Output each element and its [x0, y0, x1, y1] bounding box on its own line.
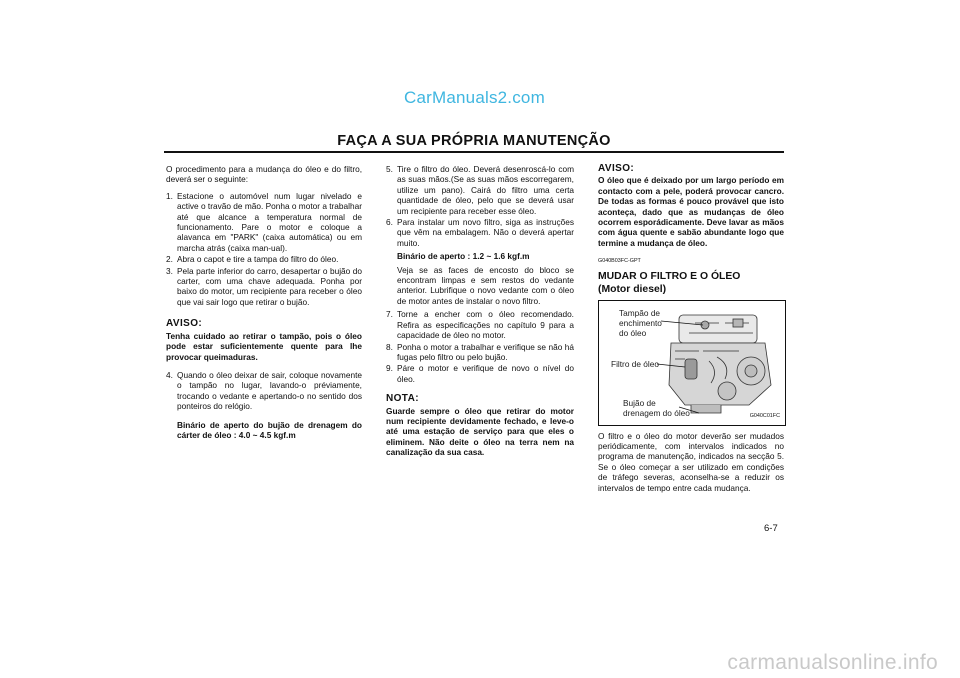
filter-torque-spec: Binário de aperto : 1.2 ~ 1.6 kgf.m: [397, 251, 530, 262]
label-drain-plug: Bujão de drenagem do óleo: [623, 397, 690, 418]
drain-torque-spec: Binário de aperto do bujão de drenagem do cárter de óleo : 4.0 ~ 4.5 kgf.m: [177, 419, 362, 440]
list-item: 7. Torne a encher com o óleo recomendado. Refira as especificações no capítulo 9 para a capacidade de óleo no motor.: [386, 309, 574, 341]
section-title-line-2: (Motor diesel): [598, 283, 667, 295]
title-rule: [164, 151, 784, 153]
section-title-line-1: MUDAR O FILTRO E O ÓLEO: [598, 270, 741, 282]
list-item: 1. Estacione o automóvel num lugar nivelado e active o travão de mão. Ponha o motor a trabalhar até que alcance a temperatura normal de funcionamento. Pare o motor e coloque a alavanca em "PARK" (caixa automática) ou em marcha atrás (caixa man-ual).: [166, 190, 362, 253]
page-number: 6-7: [764, 523, 778, 534]
list-item: 3. Pela parte inferior do carro, desapertar o bujão do carter, com uma chave adequada. Ponha por baixo do motor, um recipiente para receber o óleo que vai sair logo que retirar o bujão.: [166, 265, 362, 307]
list-item: 2. Abra o capot e tire a tampa do filtro do óleo.: [166, 254, 339, 265]
column-left: [166, 164, 362, 443]
figure-code: G040C01FC: [749, 413, 780, 420]
list-item: 8. Ponha o motor a trabalhar e verifique se não há fugas pelo filtro ou pelo bujão.: [386, 341, 574, 362]
warning-text-2: O óleo que é deixado por um largo período em contacto com a pele, poderá provocar cancro. De todas as formas é pouco provável que isto aconteça, dado que as mudanças de óleo ocorrem esporádicamente. Deve lavar as mãos com água quente e sabão abundante logo que termine a mudança de óleo.: [598, 175, 784, 248]
warning-text: Tenha cuidado ao retirar o tampão, pois o óleo pode estar suficientemente quente para lhe provocar queimaduras.: [166, 330, 362, 362]
column-middle: [386, 164, 574, 466]
list-item: 5. Tire o filtro do óleo. Deverá desenroscá-lo com as suas mãos.(Se as suas mãos escorregarem, utilize um pano). Cairá do filtro uma certa quantidade de óleo, pelo que se deverá usar um recipiente para receber esse óleo.: [386, 164, 574, 216]
closing-text: O filtro e o óleo do motor deverão ser mudados periódicamente, com intervalos indicados no programa de manutenção, indicados na secção 5. Se o óleo começar a ser utilizado em condições de tráfego severas, aconselha-se a reduzir os intervalos de tempo entre cada mudança.: [598, 430, 784, 493]
section-code: G040B03FC-GPT: [598, 258, 641, 265]
steps-list-a: [166, 191, 362, 307]
page-title: FAÇA A SUA PRÓPRIA MANUTENÇÃO: [337, 133, 611, 149]
list-item: 4. Quando o óleo deixar de sair, coloque novamente o tampão no lugar, lavando-o préviamente, trocando o vedante e apertando-o no sentido dos ponteiros do relógio.: [166, 369, 362, 412]
steps-list-c: [386, 309, 574, 384]
list-item: 6. Para instalar um novo filtro, siga as instruções que vêm na embalagem. Não o deverá apertar muito.: [386, 217, 574, 248]
list-item: 9. Páre o motor e verifique de novo o nível do óleo.: [386, 363, 574, 384]
intro-text: O procedimento para a mudança do óleo e do filtro, deverá ser o seguinte:: [166, 164, 362, 185]
note-text: Guarde sempre o óleo que retirar do motor num recipiente devidamente fechado, e leve-o até uma estação de serviço para que eles o eliminem. Não deite o óleo na terra nem na canalização da sua casa.: [386, 405, 574, 458]
steps-list-b: [386, 164, 574, 248]
note-heading: NOTA:: [386, 393, 419, 405]
watermark-bottom: carmanualsonline.info: [727, 651, 938, 674]
section-title: [598, 270, 784, 296]
label-fill-cap: Tampão de enchimento do óleo: [619, 307, 662, 338]
label-oil-filter: Filtro de óleo: [611, 358, 659, 369]
filter-note: Veja se as faces de encosto do bloco se encontram limpas e sem restos do vedante anterior. Lubrifique o novo vedante com o óleo de motor antes de instalar o novo filtro.: [397, 264, 574, 306]
column-right: [598, 164, 784, 499]
watermark-top: CarManuals2.com: [404, 88, 545, 107]
steps-list-step4: [166, 370, 362, 412]
engine-figure: [598, 300, 786, 426]
warning-heading-2: AVISO:: [598, 163, 635, 174]
warning-heading: AVISO:: [166, 318, 203, 330]
